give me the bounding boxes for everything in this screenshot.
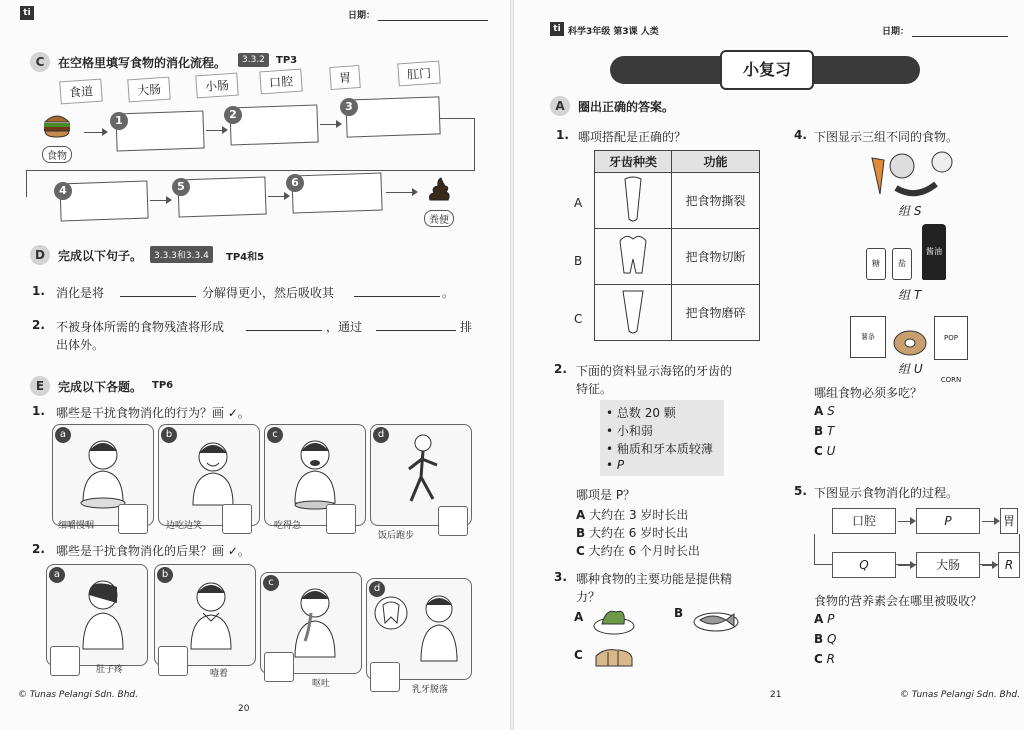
molar-tooth-icon [618, 233, 648, 277]
tooth-cell [595, 229, 672, 285]
question-num: 1. [556, 128, 569, 142]
flow-arrow [982, 565, 996, 566]
step-badge: 6 [286, 174, 304, 192]
question-text: 力？ [576, 590, 601, 604]
option-text: Q [826, 632, 837, 646]
blank-line[interactable] [246, 330, 322, 331]
question-text: 下图显示三组不同的食物。 [814, 130, 959, 144]
child-laughing-icon [159, 433, 259, 511]
salt-jar-icon: 盐 [892, 248, 912, 280]
flow-arrow [982, 521, 998, 522]
option-letter: a [55, 427, 71, 443]
banner-title-box: 小复习 [720, 50, 814, 90]
tooth-falling-icon [367, 585, 471, 663]
option-letter: a [49, 567, 65, 583]
option-letter: B [576, 526, 586, 540]
flow-box: R [998, 552, 1020, 578]
flow-arrow [84, 132, 106, 133]
option-letter: d [369, 581, 385, 597]
option-text: 大约在 3 岁时长出 [589, 508, 689, 522]
word-card: 胃 [329, 65, 361, 90]
tick-box[interactable] [158, 646, 188, 676]
question-num: 4. [794, 128, 807, 142]
word-card: 口腔 [259, 69, 303, 95]
section-e-badge: E [30, 376, 50, 396]
section-a-title: 圈出正确的答案。 [578, 100, 675, 114]
group-label: 组 U [898, 362, 923, 376]
option-letter: d [373, 427, 389, 443]
burger-icon [42, 110, 72, 138]
flow-arrow [206, 130, 226, 131]
question-ask: 哪组食物必须多吃？ [814, 386, 923, 400]
step-badge: 1 [110, 112, 128, 130]
picture-caption: 吃得急 [274, 521, 302, 531]
answer-option[interactable]: B [674, 606, 684, 620]
food-label: 食物 [42, 146, 72, 163]
option-text: S [827, 404, 835, 418]
picture-caption: 呕吐 [312, 679, 331, 689]
date-line [912, 36, 1008, 37]
tick-box[interactable] [264, 652, 294, 682]
bullet-text: 小和弱 [616, 424, 653, 438]
picture-caption: 边吃边笑 [166, 521, 203, 531]
flow-arrow [150, 200, 170, 201]
flow-box: 大肠 [916, 552, 980, 578]
answer-box-3[interactable] [345, 96, 440, 137]
donut-icon [892, 328, 928, 358]
question-text: 哪些是干扰食物消化的后果？画 ✓。 [56, 544, 250, 558]
soy-sauce-bottle-icon: 酱油 [922, 224, 946, 280]
table-header: 功能 [672, 151, 760, 173]
word-card: 食道 [59, 79, 103, 105]
section-e-tp: TP6 [152, 380, 174, 391]
sugar-jar-icon: 糖 [866, 248, 886, 280]
function-cell: 把食物磨碎 [672, 285, 760, 341]
answer-box-2[interactable] [229, 104, 318, 145]
section-c-tag: 3.3.2 [238, 53, 269, 67]
section-d-tag: 3.3.3和3.3.4 [150, 246, 213, 263]
step-badge: 5 [172, 178, 190, 196]
info-bullet: • P [606, 458, 625, 472]
choking-icon [155, 573, 255, 651]
date-label: 日期： [882, 27, 910, 37]
sentence-text: 出体外。 [56, 338, 105, 352]
option-letter: c [267, 427, 283, 443]
function-cell: 把食物撕裂 [672, 173, 760, 229]
word-card: 小肠 [195, 73, 239, 99]
question-text: 下图显示食物消化的过程。 [814, 486, 959, 500]
question-num: 2. [32, 318, 45, 332]
flow-box: P [916, 508, 980, 534]
question-text: 特征。 [576, 382, 613, 396]
question-text: 哪些是干扰食物消化的行为？画 ✓。 [56, 406, 250, 420]
tooth-cell [595, 173, 672, 229]
blank-line[interactable] [120, 296, 196, 297]
bullet-text: 釉质和牙本质较薄 [616, 442, 713, 456]
question-num: 2. [554, 362, 567, 376]
canine-tooth-icon [621, 175, 645, 223]
step-badge: 3 [340, 98, 358, 116]
blank-line[interactable] [376, 330, 456, 331]
page-number: 20 [238, 704, 250, 714]
tick-box[interactable] [438, 506, 468, 536]
answer-option[interactable] [576, 524, 688, 541]
flow-arrow [898, 565, 914, 566]
child-eating-fast-icon [265, 433, 365, 511]
info-bullet: • 总数 20 颗 [606, 406, 676, 420]
flow-arrow [386, 192, 416, 193]
bread-icon [592, 646, 636, 672]
option-letter: A [814, 612, 824, 626]
tick-box[interactable] [118, 504, 148, 534]
copyright: © Tunas Pelangi Sdn. Bhd. [900, 690, 1020, 700]
option-letter: C [814, 652, 823, 666]
option-letter: b [157, 567, 173, 583]
copyright: © Tunas Pelangi Sdn. Bhd. [18, 690, 138, 700]
table-header: 牙齿种类 [595, 151, 672, 173]
step-badge: 2 [224, 106, 242, 124]
option-letter: C [576, 544, 585, 558]
step-badge: 4 [54, 182, 72, 200]
sentence-text: 消化是将 [56, 286, 105, 300]
option-letter: B [814, 632, 824, 646]
option-label[interactable]: A [574, 196, 583, 210]
picture-caption: 细嚼慢咽 [58, 521, 95, 531]
answer-option[interactable] [576, 542, 700, 559]
answer-option[interactable] [814, 444, 835, 458]
section-d-title: 完成以下句子。 [58, 249, 143, 263]
right-page [514, 0, 1024, 730]
answer-option[interactable] [814, 612, 834, 626]
group-label: 组 T [898, 288, 922, 302]
sentence-text: ，通过 [326, 320, 363, 334]
question-text: 哪项搭配是正确的？ [578, 130, 687, 144]
question-num: 1. [32, 284, 45, 298]
flow-arrow [898, 521, 914, 522]
vomiting-icon [261, 581, 361, 659]
page-number: 21 [770, 690, 782, 700]
bullet-text: P [616, 458, 625, 472]
teeth-table [594, 150, 760, 341]
question-num: 3. [554, 570, 567, 584]
section-e-title: 完成以下各题。 [58, 380, 143, 394]
flow-box: 口腔 [832, 508, 896, 534]
blank-line[interactable] [354, 296, 440, 297]
tick-box[interactable] [326, 504, 356, 534]
option-letter: C [814, 444, 823, 458]
popcorn-icon: POP CORN [934, 316, 968, 360]
picture-caption: 噎着 [210, 669, 229, 679]
option-text: 大约在 6 岁时长出 [588, 526, 689, 540]
answer-box-6[interactable] [291, 172, 382, 213]
option-label[interactable]: B [574, 254, 583, 268]
picture-caption: 肚子疼 [96, 665, 124, 675]
option-letter: c [263, 575, 279, 591]
function-cell: 把食物切断 [672, 229, 760, 285]
info-bullet: • 釉质和牙本质较薄 [606, 442, 713, 456]
option-letter: A [576, 508, 586, 522]
answer-box-5[interactable] [177, 176, 266, 217]
sentence-text: 。 [442, 286, 455, 300]
section-d-tp: TP4和5 [226, 252, 265, 263]
section-a-badge: A [550, 96, 570, 116]
sentence-text: 不被身体所需的食物残渣将形成 [56, 320, 225, 334]
option-label[interactable]: C [574, 312, 583, 326]
option-letter: b [161, 427, 177, 443]
answer-option[interactable] [814, 424, 834, 438]
option-text: U [826, 444, 836, 458]
flow-box: 胃 [1000, 508, 1018, 534]
question-ask: 食物的营养素会在哪里被吸收？ [814, 594, 983, 608]
bullet-text: 总数 20 颗 [616, 406, 676, 420]
answer-option[interactable]: C [574, 648, 583, 662]
logo: ti [20, 6, 34, 20]
question-num: 1. [32, 404, 45, 418]
option-text: R [826, 652, 835, 666]
question-ask: 哪项是 P？ [576, 488, 636, 502]
question-text: 哪种食物的主要功能是提供精 [576, 572, 733, 586]
tick-box[interactable] [370, 662, 400, 692]
fries-icon: 薯条 [850, 316, 886, 358]
left-page [0, 0, 510, 730]
flow-box: Q [832, 552, 896, 578]
section-c-badge: C [30, 52, 50, 72]
fish-plate-icon [692, 604, 740, 634]
word-card: 肛门 [397, 61, 441, 87]
section-c-title: 在空格里填写食物的消化流程。 [58, 56, 227, 70]
answer-option[interactable] [814, 632, 836, 646]
question-num: 5. [794, 484, 807, 498]
section-c-tp: TP3 [276, 55, 298, 66]
picture-caption: 乳牙脱落 [412, 685, 449, 695]
option-letter: B [814, 424, 824, 438]
option-text: 大约在 6 个月时长出 [588, 544, 700, 558]
poop-icon [426, 176, 452, 202]
tick-box[interactable] [222, 504, 252, 534]
answer-option[interactable] [814, 404, 835, 418]
sentence-text: 排 [460, 320, 473, 334]
option-letter: A [814, 404, 824, 418]
stomach-ache-icon [47, 573, 147, 651]
vegetable-plate-icon [592, 606, 636, 636]
answer-option[interactable]: A [574, 610, 584, 624]
answer-box-4[interactable] [59, 180, 148, 221]
option-text: T [826, 424, 835, 438]
sentence-text: 分解得更小，然后吸收其 [202, 286, 335, 300]
flow-arrow [268, 196, 288, 197]
picture-caption: 饭后跑步 [378, 531, 415, 541]
answer-option[interactable] [576, 506, 688, 523]
feces-label: 粪便 [424, 210, 454, 227]
option-text: P [827, 612, 835, 626]
flow-connector [440, 118, 475, 171]
incisor-tooth-icon [621, 287, 645, 335]
answer-option[interactable] [814, 652, 835, 666]
question-num: 2. [32, 542, 45, 556]
info-bullet: • 小和弱 [606, 424, 653, 438]
date-label: 日期： [348, 11, 376, 21]
date-line [378, 20, 488, 21]
header-text: 科学3年级 第3课 人类 [568, 27, 659, 37]
child-running-icon [371, 429, 471, 507]
group-label: 组 S [898, 204, 922, 218]
tooth-cell [595, 285, 672, 341]
child-eating-icon [53, 433, 153, 511]
logo: ti [550, 22, 564, 36]
flow-arrow [320, 124, 340, 125]
word-card: 大肠 [127, 77, 171, 103]
question-text: 下面的资料显示海铭的牙齿的 [576, 364, 733, 378]
answer-box-1[interactable] [115, 110, 204, 151]
fruit-vegetable-icon [866, 148, 956, 200]
tick-box[interactable] [50, 646, 80, 676]
section-d-badge: D [30, 245, 50, 265]
